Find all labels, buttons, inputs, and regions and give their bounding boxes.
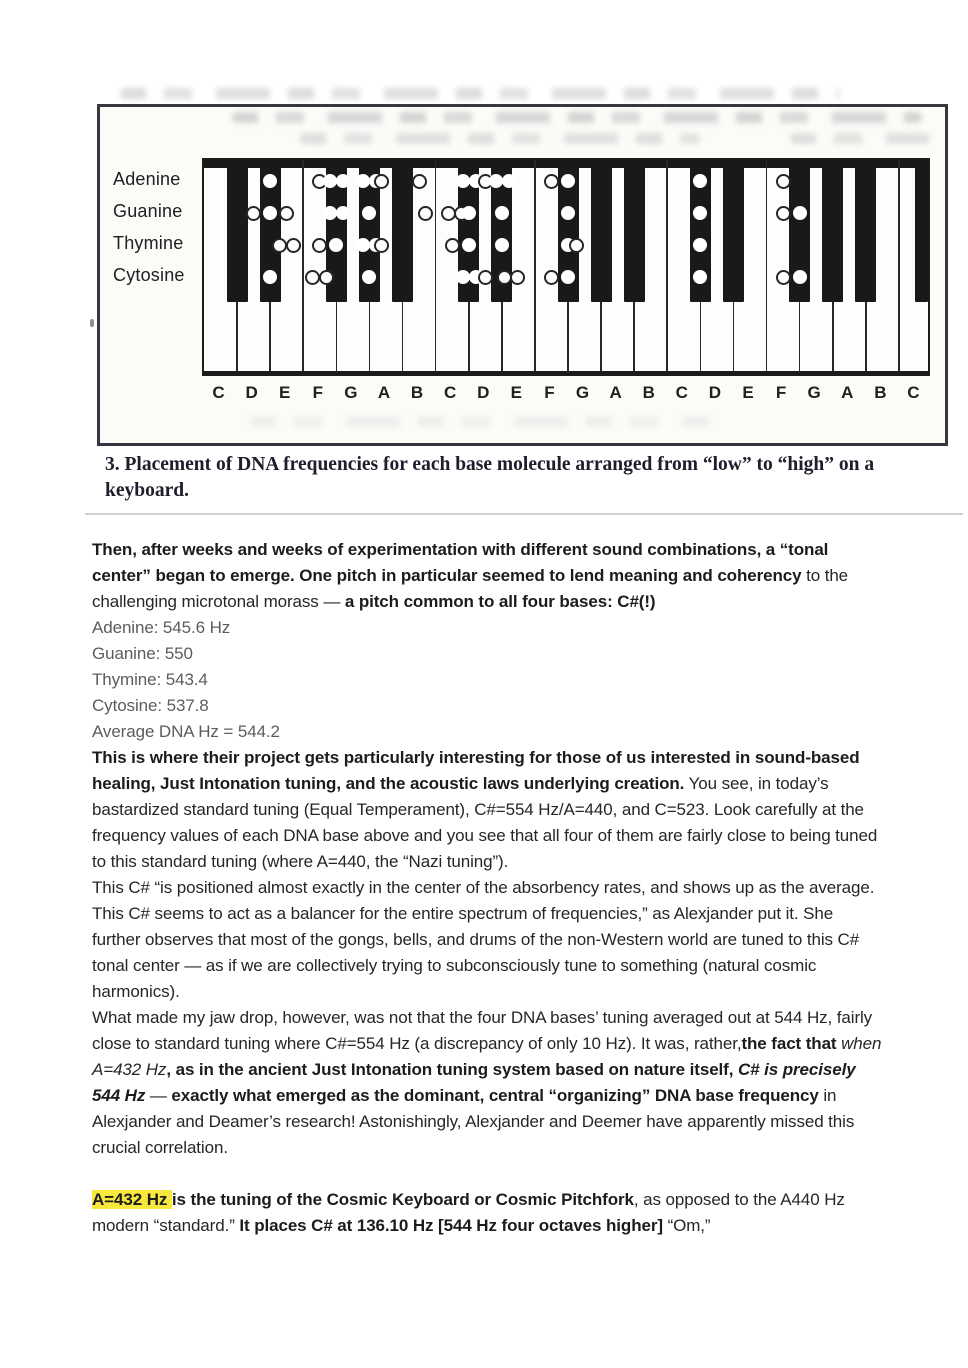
freq-dot-adenine [561, 174, 575, 188]
freq-dot-thymine [312, 238, 327, 253]
keyboard-bottom-border [204, 371, 928, 374]
key-letter: D [708, 383, 722, 402]
bleedthrough-text [300, 133, 700, 144]
white-key-separator [898, 160, 900, 374]
key-letter: B [410, 383, 424, 402]
keyboard [202, 158, 930, 376]
freq-dot-adenine [502, 174, 516, 188]
cosmic-keyboard-paragraph [92, 1187, 886, 1239]
freq-dot-cytosine [776, 270, 791, 285]
base-label-guanine: Guanine [113, 201, 183, 221]
bleedthrough-text [120, 88, 840, 99]
key-letter: B [874, 383, 887, 402]
freq-dot-cytosine [305, 270, 320, 285]
freq-dot-guanine [246, 206, 261, 221]
figure-caption: 3. Placement of DNA frequencies for each base molecule arranged from “low” to “high” on a keyboard. [105, 454, 875, 501]
white-key-separator [302, 160, 304, 374]
jaw-drop-paragraph-span: C# is precisely 544 Hz [92, 1060, 856, 1105]
freq-dot-cytosine [478, 270, 493, 285]
cosmic-keyboard-paragraph-span: A=432 Hz [92, 1190, 172, 1209]
freq-dot-thymine [286, 238, 301, 253]
keyboard-right-edge-bar [915, 160, 928, 302]
bleedthrough-text [250, 416, 710, 427]
key-letter: G [575, 383, 590, 402]
freq-dot-guanine [561, 206, 575, 220]
key-letter: B [642, 383, 655, 402]
key-letter: A [377, 383, 391, 402]
white-key-separator [766, 160, 768, 374]
healing-paragraph-span: This is where their project gets particularly interesting for those of us interested in sound-based healing, Just Intonation tuning, and the acoustic laws underlying creation. [92, 748, 860, 793]
frequency-line: Thymine: 543.4 [92, 670, 208, 689]
freq-dot-thymine [374, 238, 389, 253]
frequency-line: Cytosine: 537.8 [92, 696, 209, 715]
bleedthrough-text [232, 112, 922, 123]
freq-dot-guanine [336, 206, 350, 220]
intro-paragraph-span: to the challenging microtonal morass — [92, 566, 849, 611]
jaw-drop-paragraph-span: exactly what emerged as the dominant, central “organizing” DNA base frequency [171, 1086, 819, 1105]
intro-paragraph-span: a pitch common to all four bases: C#(!) [344, 592, 656, 611]
black-key [227, 160, 248, 302]
white-key-separator [534, 160, 536, 374]
base-label-cytosine: Cytosine [113, 265, 185, 285]
freq-dot-adenine [544, 174, 559, 189]
freq-dot-guanine [279, 206, 294, 221]
cosmic-keyboard-paragraph-span: is the tuning of the Cosmic Keyboard or Cosmic Pitchfork [171, 1190, 634, 1209]
white-key-separator [666, 160, 668, 374]
frequency-line: Guanine: 550 [92, 644, 193, 663]
healing-paragraph-span: You see, in today’s bastardized standard tuning (Equal Temperament), C#=554 Hz/A=440, and C=523. Look carefully at the frequency values of each DNA base above and you see that all four of them are fairly close to being tuned to this standard tuning (where A=440, the “Nazi tuning”). [92, 774, 878, 871]
freq-dot-adenine [412, 174, 427, 189]
freq-dot-cytosine [456, 270, 470, 284]
key-letter: C [675, 383, 688, 402]
freq-dot-adenine [489, 174, 503, 188]
cosmic-keyboard-paragraph-span: , as opposed to the A440 Hz modern “standard.” [92, 1190, 845, 1235]
cosmic-keyboard-paragraph-span: “Om,” [667, 1216, 711, 1235]
csharp-balancer-paragraph-span: This C# “is positioned almost exactly in the center of the absorbency rates, and shows up as the average. This C# seems to act as a balancer for the entire spectrum of frequencies,” as Alexjander put it. She further observes that most of the gongs, bells, and drums of the non-Western world are tuned to this C# tonal center — as if we are collectively trying to subconsciously tune to something (natural cosmic harmonics). [92, 878, 875, 1001]
freq-dot-cytosine [561, 270, 575, 284]
jaw-drop-paragraph-span: — [145, 1086, 172, 1105]
freq-dot-guanine [495, 206, 509, 220]
jaw-drop-paragraph-span: the fact that [741, 1034, 842, 1053]
key-letter: G [344, 383, 358, 402]
black-key [723, 160, 744, 302]
freq-dot-guanine [776, 206, 791, 221]
key-letter: C [907, 383, 920, 402]
csharp-balancer-paragraph [92, 875, 886, 1005]
key-letter: F [312, 383, 323, 402]
freq-dot-guanine [418, 206, 433, 221]
scan-speck [90, 319, 94, 327]
frequency-line: Adenine: 545.6 Hz [92, 618, 231, 637]
freq-dot-cytosine [793, 270, 807, 284]
cosmic-keyboard-paragraph-span: It places C# at 136.10 Hz [544 Hz four octaves higher] [239, 1216, 668, 1235]
black-key [822, 160, 843, 302]
freq-dot-guanine [793, 206, 807, 220]
key-letter: E [279, 383, 291, 402]
key-letter: G [807, 383, 821, 402]
white-key-separator [435, 160, 437, 374]
freq-dot-thymine [495, 238, 509, 252]
base-label-adenine: Adenine [113, 169, 181, 189]
frequency-line: Average DNA Hz = 544.2 [92, 722, 280, 741]
freq-dot-cytosine [510, 270, 525, 285]
bleedthrough-text [790, 133, 930, 144]
jaw-drop-paragraph [92, 1005, 886, 1161]
freq-dot-guanine [462, 206, 476, 220]
freq-dot-cytosine [544, 270, 559, 285]
freq-dot-adenine [374, 174, 389, 189]
key-letter: D [477, 383, 490, 402]
freq-dot-thymine [569, 238, 584, 253]
key-letter: F [544, 383, 555, 402]
key-letter: E [742, 383, 754, 402]
black-key [392, 160, 413, 302]
freq-dot-cytosine [319, 270, 334, 285]
freq-dot-adenine [456, 174, 470, 188]
separator-line [85, 513, 963, 515]
jaw-drop-paragraph-span: in Alexjander and Deamer’s research! Astonishingly, Alexjander and Deemer have apparently missed this crucial correlation. [92, 1086, 855, 1157]
freq-dot-thymine [445, 238, 460, 253]
intro-paragraph-span: Then, after weeks and weeks of experimentation with different sound combinations, a “tonal center” began to emerge. One pitch in particular seemed to lend meaning and coherency [92, 540, 829, 585]
freq-dot-thymine [272, 238, 287, 253]
key-letter: C [444, 383, 457, 402]
freq-dot-adenine [336, 174, 350, 188]
jaw-drop-paragraph-span: What made my jaw drop, however, was not that the four DNA bases’ tuning averaged out at 544 Hz, fairly close to standard tuning where C#=554 Hz (a discrepancy of only 10 Hz). It was, rather, [92, 1008, 873, 1053]
freq-dot-adenine [776, 174, 791, 189]
key-letter: F [775, 383, 787, 402]
key-letter: A [609, 383, 622, 402]
black-key [624, 160, 645, 302]
article-body [92, 537, 886, 1239]
key-letter: E [510, 383, 523, 402]
key-letter: A [841, 383, 854, 402]
healing-paragraph [92, 745, 886, 875]
key-letter: D [245, 383, 258, 402]
freq-dot-thymine [462, 238, 476, 252]
jaw-drop-paragraph-span: , as in the ancient Just Intonation tuning system based on nature itself, [166, 1060, 738, 1079]
black-key [591, 160, 612, 302]
jaw-drop-paragraph-span: when A=432 Hz [92, 1034, 882, 1079]
black-key [855, 160, 876, 302]
key-letter: C [212, 383, 225, 402]
intro-paragraph [92, 537, 886, 615]
base-label-thymine: Thymine [113, 233, 184, 253]
